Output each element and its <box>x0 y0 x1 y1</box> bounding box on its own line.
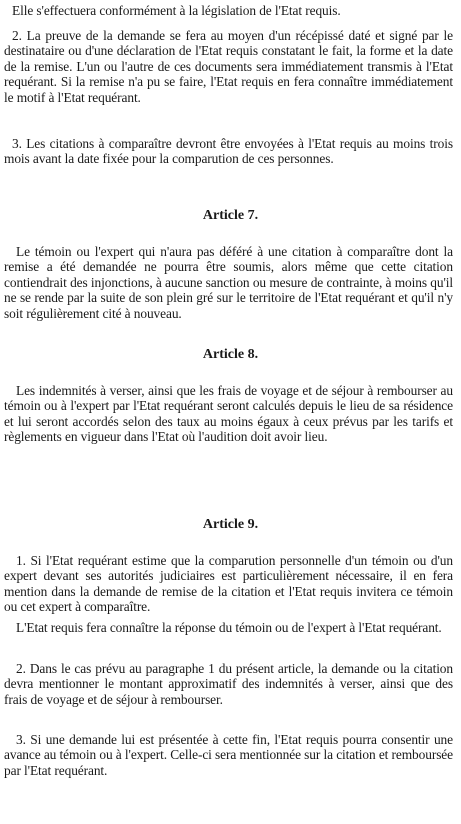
article-9-heading: Article 9. <box>202 517 259 532</box>
article-9-paragraph-3: 3. Si une demande lui est présentée à cette fin, l'Etat requis pourra consentir une avance au témoin ou à l'expert. Celle-ci sera mentionnée sur la citation et remboursée par l'Etat requérant. <box>4 732 453 778</box>
paragraph-2: 2. La preuve de la demande se fera au moyen d'un récépissé daté et signé par le destinataire ou d'une déclaration de l'Etat requis constatant le fait, la forme et la date de la remise. L'un ou l'autre de ces documents sera immédiatement transmis à l'Etat requérant. Si la remise n'a pu se faire, l'Etat requis en fera connaître immédiatement le motif à l'Etat requérant. <box>4 28 453 105</box>
article-7-paragraph: Le témoin ou l'expert qui n'aura pas déféré à une citation à comparaître dont la remise a été demandée ne pourra être soumis, alors même que cette citation contiendrait des injonctions, à aucune sanction ou mesure de contrainte, à moins qu'il ne se rende par la suite de son plein gré sur le territoire de l'Etat requérant et qu'il n'y soit régulièrement cité à nouveau. <box>4 244 453 321</box>
article-8-paragraph: Les indemnités à verser, ainsi que les frais de voyage et de séjour à rembourser au témoin ou à l'expert par l'Etat requérant seront calculés depuis le lieu de sa résidence et lui seront accordés selon des taux au moins égaux à ceux prévus par les tarifs et règlements en vigueur dans l'Etat où l'audition doit avoir lieu. <box>4 383 453 445</box>
article-8-heading: Article 8. <box>202 347 259 362</box>
article-9-paragraph-1: 1. Si l'Etat requérant estime que la comparution personnelle d'un témoin ou d'un expert devant ses autorités judiciaires est particulièrement nécessaire, il en fera mention dans la demande de remise de la citation et l'Etat requis invitera ce témoin ou cet expert à comparaître. <box>4 553 453 615</box>
article-9-paragraph-2: 2. Dans le cas prévu au paragraphe 1 du présent article, la demande ou la citation devra mentionner le montant approximatif des indemnités à verser, ainsi que des frais de voyage et de séjour à rembourser. <box>4 661 453 707</box>
article-9-paragraph-1b: L'Etat requis fera connaître la réponse du témoin ou de l'expert à l'Etat requérant. <box>16 620 442 635</box>
article-7-heading: Article 7. <box>202 208 259 223</box>
intro-paragraph: Elle s'effectuera conformément à la législation de l'Etat requis. <box>12 3 341 18</box>
paragraph-3: 3. Les citations à comparaître devront être envoyées à l'Etat requis au moins trois mois avant la date fixée pour la comparution de ces personnes. <box>4 136 453 167</box>
